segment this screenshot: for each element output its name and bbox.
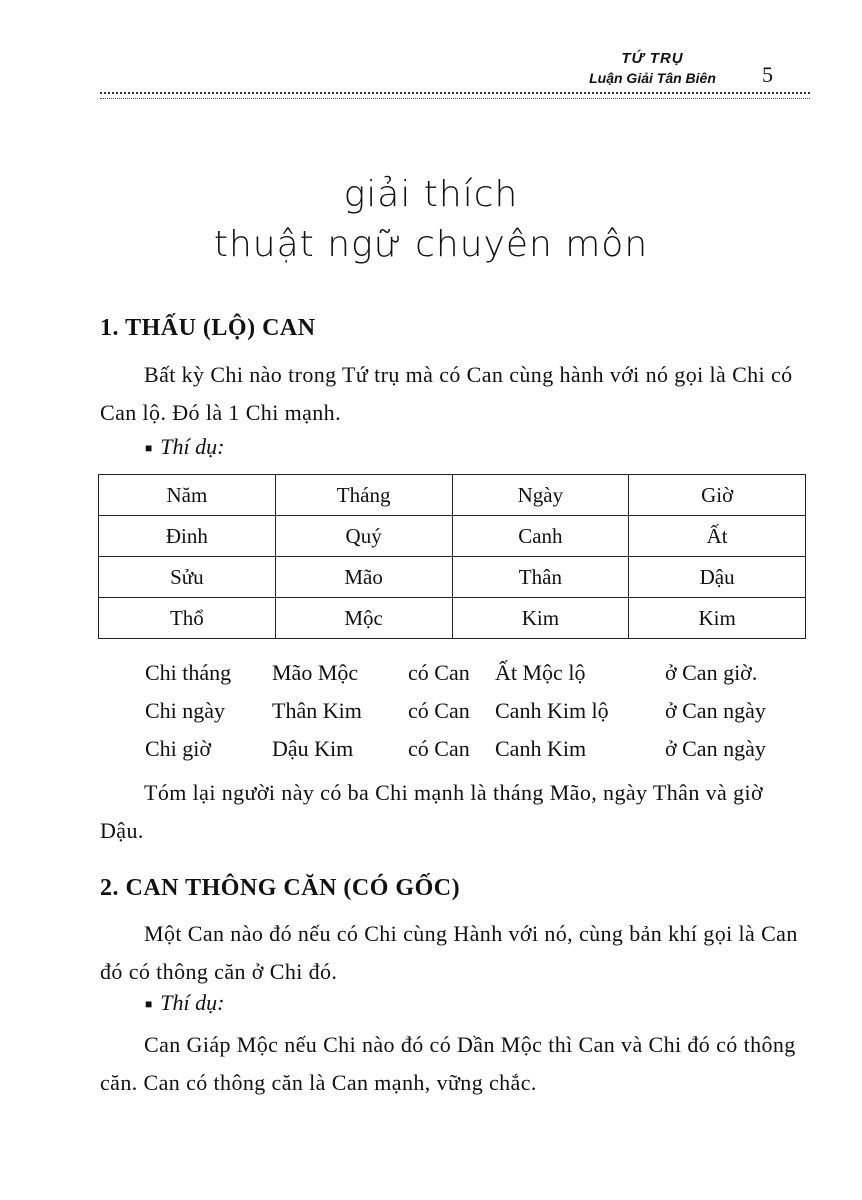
explanation-col: Chi ngày xyxy=(145,698,226,723)
example-label-text: Thí dụ: xyxy=(160,990,225,1015)
section-1-paragraph: Bất kỳ Chi nào trong Tứ trụ mà có Can cùng hành với nó gọi là Chi có Can lộ. Đó là 1 Chi mạnh. xyxy=(100,362,793,425)
section-2-example-paragraph: Can Giáp Mộc nếu Chi nào đó có Dần Mộc thì Can và Chi đó có thông căn. Can có thông căn là Can mạnh, vững chắc. xyxy=(100,1032,796,1095)
chapter-title xyxy=(0,170,862,270)
book-subtitle: Luận Giải Tân Biên xyxy=(589,70,716,86)
explanation-col: ở Can ngày xyxy=(665,698,766,723)
header-rule xyxy=(100,92,810,99)
table-cell: Thổ xyxy=(99,598,276,639)
table-cell: Thân xyxy=(452,557,629,598)
bullet-icon: ■ xyxy=(145,997,153,1012)
table-row xyxy=(99,516,806,557)
explanation-col: ở Can ngày xyxy=(665,736,766,761)
table-cell: Giờ xyxy=(629,475,806,516)
explanation-col: có Can xyxy=(408,660,470,685)
table-cell: Tháng xyxy=(275,475,452,516)
explanation-line xyxy=(145,698,805,736)
explanation-col: Chi tháng xyxy=(145,660,232,685)
bullet-icon: ■ xyxy=(145,441,153,456)
table-cell: Ất xyxy=(629,516,806,557)
table-cell: Kim xyxy=(452,598,629,639)
explanation-col: Chi giờ xyxy=(145,736,212,761)
explanation-col: Thân Kim xyxy=(272,698,362,723)
table-cell: Quý xyxy=(275,516,452,557)
chapter-title-line2: thuật ngữ chuyên môn xyxy=(213,224,649,265)
page-header xyxy=(0,50,862,102)
explanation-col: Canh Kim xyxy=(495,736,587,761)
table-row xyxy=(99,598,806,639)
explanation-col: Ất Mộc lộ xyxy=(495,660,586,685)
table-cell: Canh xyxy=(452,516,629,557)
table-row xyxy=(99,475,806,516)
table-cell: Ngày xyxy=(452,475,629,516)
explanation-col: Mão Mộc xyxy=(272,660,359,685)
explanation-col: Dậu Kim xyxy=(272,736,354,761)
section-1-summary: Tóm lại người này có ba Chi mạnh là tháng Mão, ngày Thân và giờ Dậu. xyxy=(100,780,764,843)
chapter-title-line1: giải thích xyxy=(343,174,519,215)
explanation-line xyxy=(145,660,805,698)
pillars-table xyxy=(98,474,806,639)
section-1-example-label xyxy=(145,434,224,460)
table-cell: Dậu xyxy=(629,557,806,598)
explanation-col: có Can xyxy=(408,698,470,723)
table-row xyxy=(99,557,806,598)
section-2-heading: 2. CAN THÔNG CĂN (CÓ GỐC) xyxy=(100,875,461,901)
table-cell: Sửu xyxy=(99,557,276,598)
explanation-col: Canh Kim lộ xyxy=(495,698,609,723)
section-1-heading: 1. THẤU (LỘ) CAN xyxy=(100,315,316,341)
explanation-col: ở Can giờ. xyxy=(665,660,758,685)
section-2-paragraph: Một Can nào đó nếu có Chi cùng Hành với nó, cùng bản khí gọi là Can đó có thông căn ở Chi đó. xyxy=(100,921,798,984)
table-cell: Mộc xyxy=(275,598,452,639)
table-cell: Năm xyxy=(99,475,276,516)
table-cell: Kim xyxy=(629,598,806,639)
book-title: TỨ TRỤ xyxy=(621,50,684,67)
table-cell: Mão xyxy=(275,557,452,598)
explanation-line xyxy=(145,736,805,774)
explanation-col: có Can xyxy=(408,736,470,761)
section-2-example-label xyxy=(145,990,224,1016)
example-label-text: Thí dụ: xyxy=(160,434,225,459)
page-number: 5 xyxy=(762,62,773,87)
table-cell: Đinh xyxy=(99,516,276,557)
